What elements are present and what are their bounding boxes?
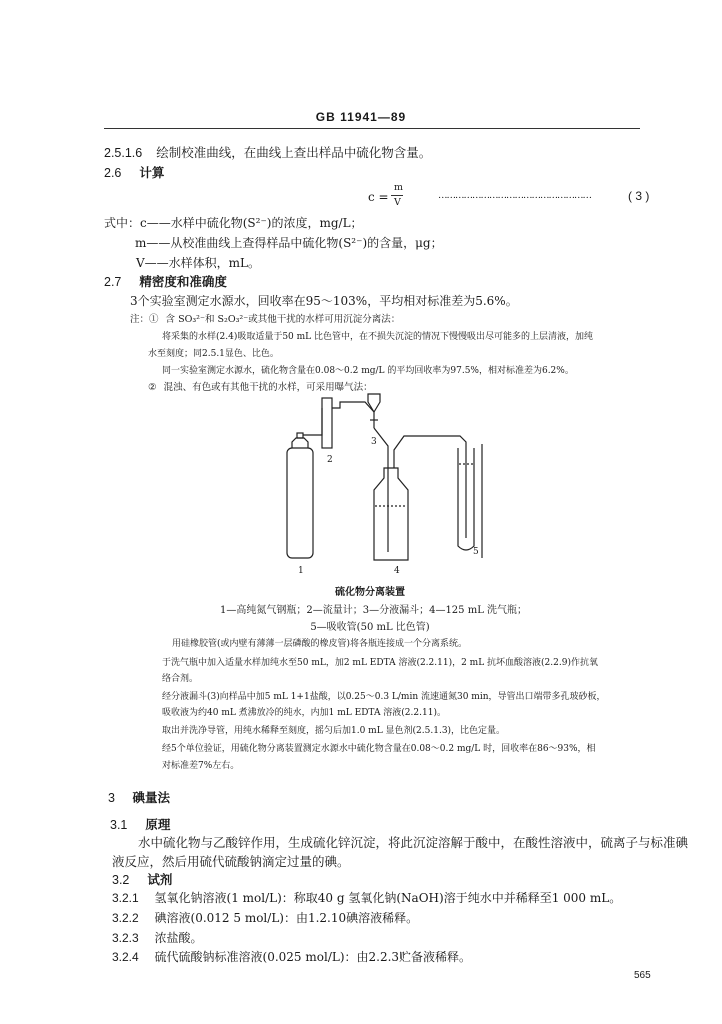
- reagent-number: 3.2.2: [112, 911, 139, 925]
- reagent-3-2-3: [112, 929, 203, 946]
- section-3: [108, 788, 170, 806]
- reagent-number: 3.2.1: [112, 891, 139, 905]
- section-3-2: [112, 870, 172, 888]
- c-definition: ——水样中硫化物(S²⁻)的浓度，mg/L；: [146, 216, 363, 230]
- note-1-para-1b: 水至刻度；同2.5.1显色、比色。: [148, 349, 279, 359]
- figure-legend-2: 5—吸收管(50 mL 比色管): [310, 622, 430, 633]
- procedure-5a: 经5个单位验证，用硫化物分离装置测定水源水中硫化物含量在0.08～0.2 mg/L 时，回收率在86～93%，相: [162, 744, 596, 754]
- label-1: 1: [298, 566, 304, 576]
- section-number: 3: [108, 791, 115, 805]
- where-m: [135, 234, 443, 251]
- reagent-text: 碘溶液(0.012 5 mol/L)：由1.2.10碘溶液稀释。: [154, 911, 419, 925]
- sulfide-separation-apparatus-diagram: [270, 388, 500, 578]
- label-2: 2: [327, 455, 333, 465]
- cylinder-valve: [297, 433, 303, 438]
- procedure-2a: 于洗气瓶中加入适量水样加纯水至50 mL，加2 mL EDTA 溶液(2.2.11)，2 mL 抗坏血酸溶液(2.2.9)作抗氧: [162, 658, 598, 668]
- section-3-1: [110, 815, 170, 833]
- note-2-mark: ②: [148, 382, 157, 393]
- section-title: 精密度和准确度: [139, 274, 227, 289]
- note-1: [130, 311, 400, 325]
- note-2-text: 混浊、有色或有其他干扰的水样，可采用曝气法：: [163, 382, 373, 393]
- flowmeter: [322, 398, 332, 448]
- reagent-text: 硫代硫酸钠标准溶液(0.025 mol/L)：由2.2.3贮备液稀释。: [154, 950, 472, 964]
- where-lead: 式中：c: [104, 216, 147, 230]
- formula-numerator: m: [394, 182, 404, 193]
- clause-text: 绘制校准曲线，在曲线上查出样品中硫化物含量。: [156, 145, 432, 160]
- reagent-3-2-4: [112, 948, 471, 965]
- v-symbol: V: [136, 256, 145, 270]
- procedure-4: 取出并洗净导管，用纯水稀释至刻度，摇匀后加1.0 mL 显色剂(2.5.1.3)，比色定量。: [162, 726, 506, 736]
- note-1-para-2: 同一实验室测定水源水，硫化物含量在0.08～0.2 mg/L 的平均回收率为97.5%，相对标准差为6.2%。: [162, 366, 574, 376]
- formula-leader-dots: ………………………………………………: [438, 190, 591, 201]
- m-symbol: m: [135, 236, 147, 250]
- section-title: 原理: [145, 817, 171, 832]
- procedure-3a: 经分液漏斗(3)向样品中加5 mL 1+1盐酸，以0.25～0.3 L/min 流速通氮30 min，导管出口端带多孔玻砂板，: [162, 692, 606, 702]
- section-number: 2.7: [104, 275, 122, 289]
- cylinder-neck: [292, 438, 308, 448]
- header-rule: [104, 128, 640, 129]
- procedure-3b: 吸收液为约40 mL 煮沸放冷的纯水，内加1 mL EDTA 溶液(2.2.11)。: [162, 708, 446, 718]
- principle-line-2: 液反应，然后用硫代硫酸钠滴定过量的碘。: [112, 854, 350, 869]
- reagent-number: 3.2.4: [112, 950, 139, 964]
- page-number: 565: [634, 970, 651, 981]
- principle-line-1: 水中硫化物与乙酸锌作用，生成硫化锌沉淀，将此沉淀溶解于酸中，在酸性溶液中，硫离子与标准碘: [138, 835, 689, 850]
- m-definition: ——从校准曲线上查得样品中硫化物(S²⁻)的含量，μg；: [146, 236, 443, 250]
- separatory-funnel: [368, 394, 380, 412]
- reagent-number: 3.2.3: [112, 931, 139, 945]
- section-title: 碘量法: [132, 791, 170, 805]
- note-1-para-1a: 将采集的水样(2.4)吸取适量于50 mL 比色管中，在不损失沉淀的情况下慢慢吸出尽可能多的上层清液，加纯: [162, 332, 594, 342]
- reagent-text: 浓盐酸。: [154, 931, 203, 945]
- outlet-tube: [394, 436, 446, 468]
- where-v: [136, 254, 260, 271]
- formula-lhs: c =: [368, 190, 389, 204]
- section-title: 试剂: [147, 872, 173, 887]
- label-5: 5: [473, 547, 479, 557]
- section-title: 计算: [139, 165, 165, 180]
- wash-bottle: [374, 468, 408, 560]
- clause-number: 2.5.1.6: [104, 146, 143, 160]
- section-number: 3.1: [110, 818, 128, 832]
- precision-text: 3个实验室测定水源水，回收率在95～103%，平均相对标准差为5.6%。: [130, 294, 518, 308]
- figure-caption: 硫化物分离装置: [335, 587, 405, 598]
- reagent-3-2-2: [112, 909, 418, 926]
- note-1-text: 含 SO₃²⁻和 S₂O₃²⁻或其他干扰的水样可用沉淀分离法：: [165, 314, 401, 325]
- section-number: 2.6: [104, 166, 122, 180]
- v-definition: ——水样体积，mL。: [144, 256, 261, 270]
- figure-legend-1: 1—高纯氮气钢瓶；2—流量计；3—分液漏斗；4—125 mL 洗气瓶；: [220, 605, 528, 616]
- section-2-7: [104, 272, 227, 290]
- section-number: 3.2: [112, 873, 130, 887]
- equation-number: ( 3 ): [628, 189, 650, 203]
- absorption-inlet-tube: [446, 436, 466, 538]
- reagent-text: 氢氧化钠溶液(1 mol/L)：称取40 g 氢氧化钠(NaOH)溶于纯水中并稀释至1 000 mL。: [154, 891, 622, 905]
- section-2-6: [104, 163, 164, 181]
- procedure-5b: 对标准差7%左右。: [162, 761, 240, 771]
- formula-denominator: V: [394, 197, 401, 208]
- inlet-tube: [374, 428, 388, 468]
- flowmeter-outlet-tube: [332, 402, 374, 412]
- label-3: 3: [371, 437, 377, 447]
- clause-2-5-1-6: [104, 143, 431, 161]
- nitrogen-cylinder: [287, 448, 313, 558]
- note-lead: 注：①: [130, 314, 159, 325]
- fraction-bar: [391, 195, 403, 196]
- reagent-3-2-1: [112, 889, 621, 906]
- procedure-1: 用硅橡胶管(或内壁有薄薄一层磷酸的橡皮管)将各瓶连接成一个分离系统。: [172, 639, 468, 649]
- cylinder-outlet-tube: [303, 408, 322, 435]
- standard-header: GB 11941—89: [315, 110, 407, 124]
- label-4: 4: [394, 566, 400, 576]
- where-c: [104, 214, 363, 231]
- procedure-2b: 络合剂。: [162, 674, 199, 684]
